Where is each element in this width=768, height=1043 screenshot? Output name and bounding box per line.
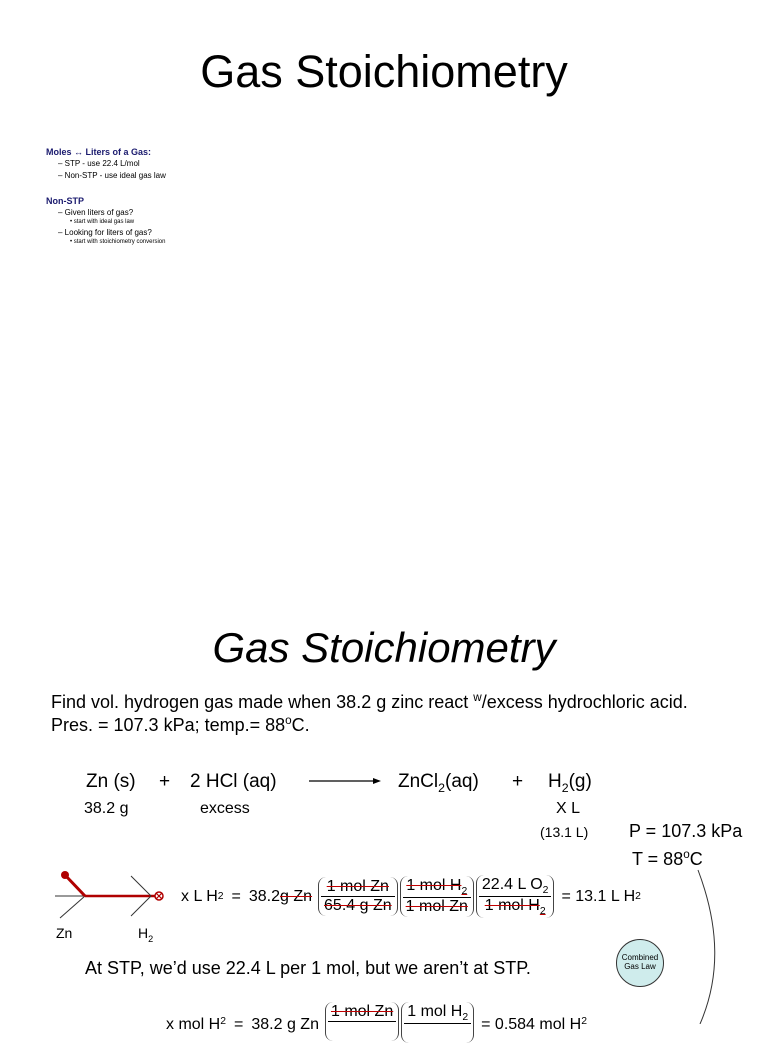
h2-answer: (13.1 L) <box>540 824 589 840</box>
slide1-title: Gas Stoichiometry <box>200 46 568 97</box>
bullet-non-stp: – Non-STP - use ideal gas law <box>58 171 166 180</box>
factor-molar-mass: $\frac{\text{1 mol Zn}}{\text{65.4 g Zn}}$ <box>318 877 398 916</box>
factor-molar-volume: $\frac{22.4 L O_2}{1 mol H_2}$ <box>476 875 555 918</box>
temperature-value: $T = 88^oC$ <box>632 848 703 869</box>
reaction-arrow <box>309 775 381 787</box>
bullet-stp: – STP - use 22.4 L/mol <box>58 159 140 168</box>
sub-bullet-ideal-gas: • start with ideal gas law <box>70 219 135 225</box>
eq-plus-1: + <box>159 771 171 792</box>
connector-curve <box>690 868 730 1024</box>
molecule-diagram <box>55 868 170 928</box>
bullet-heading-non-stp: Non-STP <box>46 196 84 206</box>
factor-mole-ratio: $\frac{1 mol H_2}{\text{1 mol Zn}}$ <box>400 876 474 917</box>
eq-hcl: 2 HCl (aq) <box>190 771 277 792</box>
eq-h2: $H_2(g)$ <box>548 771 592 795</box>
hcl-amount: excess <box>200 800 250 817</box>
stp-note: At STP, we’d use 22.4 L per 1 mol, but we aren’t at STP. <box>85 958 531 978</box>
slide2-title: Gas Stoichiometry <box>212 624 556 671</box>
sub-bullet-stoich: • start with stoichiometry conversion <box>70 239 166 245</box>
bullet-heading-moles-liters: Moles ↔ Liters of a Gas: <box>46 147 152 157</box>
zn-mass: 38.2 g <box>84 800 129 817</box>
diagram-zn-label: Zn <box>56 925 73 941</box>
eq-zncl2: ZnCl$_2$(aq) <box>398 771 479 795</box>
bullet-looking-liters: – Looking for liters of gas? <box>58 228 152 237</box>
eq-zn: Zn (s) <box>86 771 136 792</box>
problem-line-1: Find vol. hydrogen gas made when 38.2 g zinc react $^w$/excess hydrochloric acid. <box>51 691 688 712</box>
h2-unknown: X L <box>556 800 581 817</box>
pressure-value: P = 107.3 kPa <box>629 821 743 841</box>
combined-gas-law-badge[interactable]: Combined Gas Law <box>616 939 664 987</box>
calculation-liters: x L H 2 = 38.2 g Zn $\frac{\text{1 mol Zn}}{\text{65.4 g Zn}}$ $\frac{1 mol H_2}{\text{1 mol Zn}}$ $\frac{22.4 L O_2}{1 mol H_2}$ = 13.1 L H 2 <box>181 876 641 918</box>
eq-plus-2: + <box>512 771 524 792</box>
calculation-moles: x mol H $^2$ = 38.2 g Zn 1 mol Zn 1 mol $H_2$ = 0.584 mol H $^2$ <box>166 1002 587 1043</box>
problem-line-2: Pres. = 107.3 kPa; temp.= $88^oC$. <box>51 714 310 735</box>
diagram-h2-label: $H_2$ <box>138 925 154 944</box>
bullet-given-liters: – Given liters of gas? <box>58 208 134 217</box>
